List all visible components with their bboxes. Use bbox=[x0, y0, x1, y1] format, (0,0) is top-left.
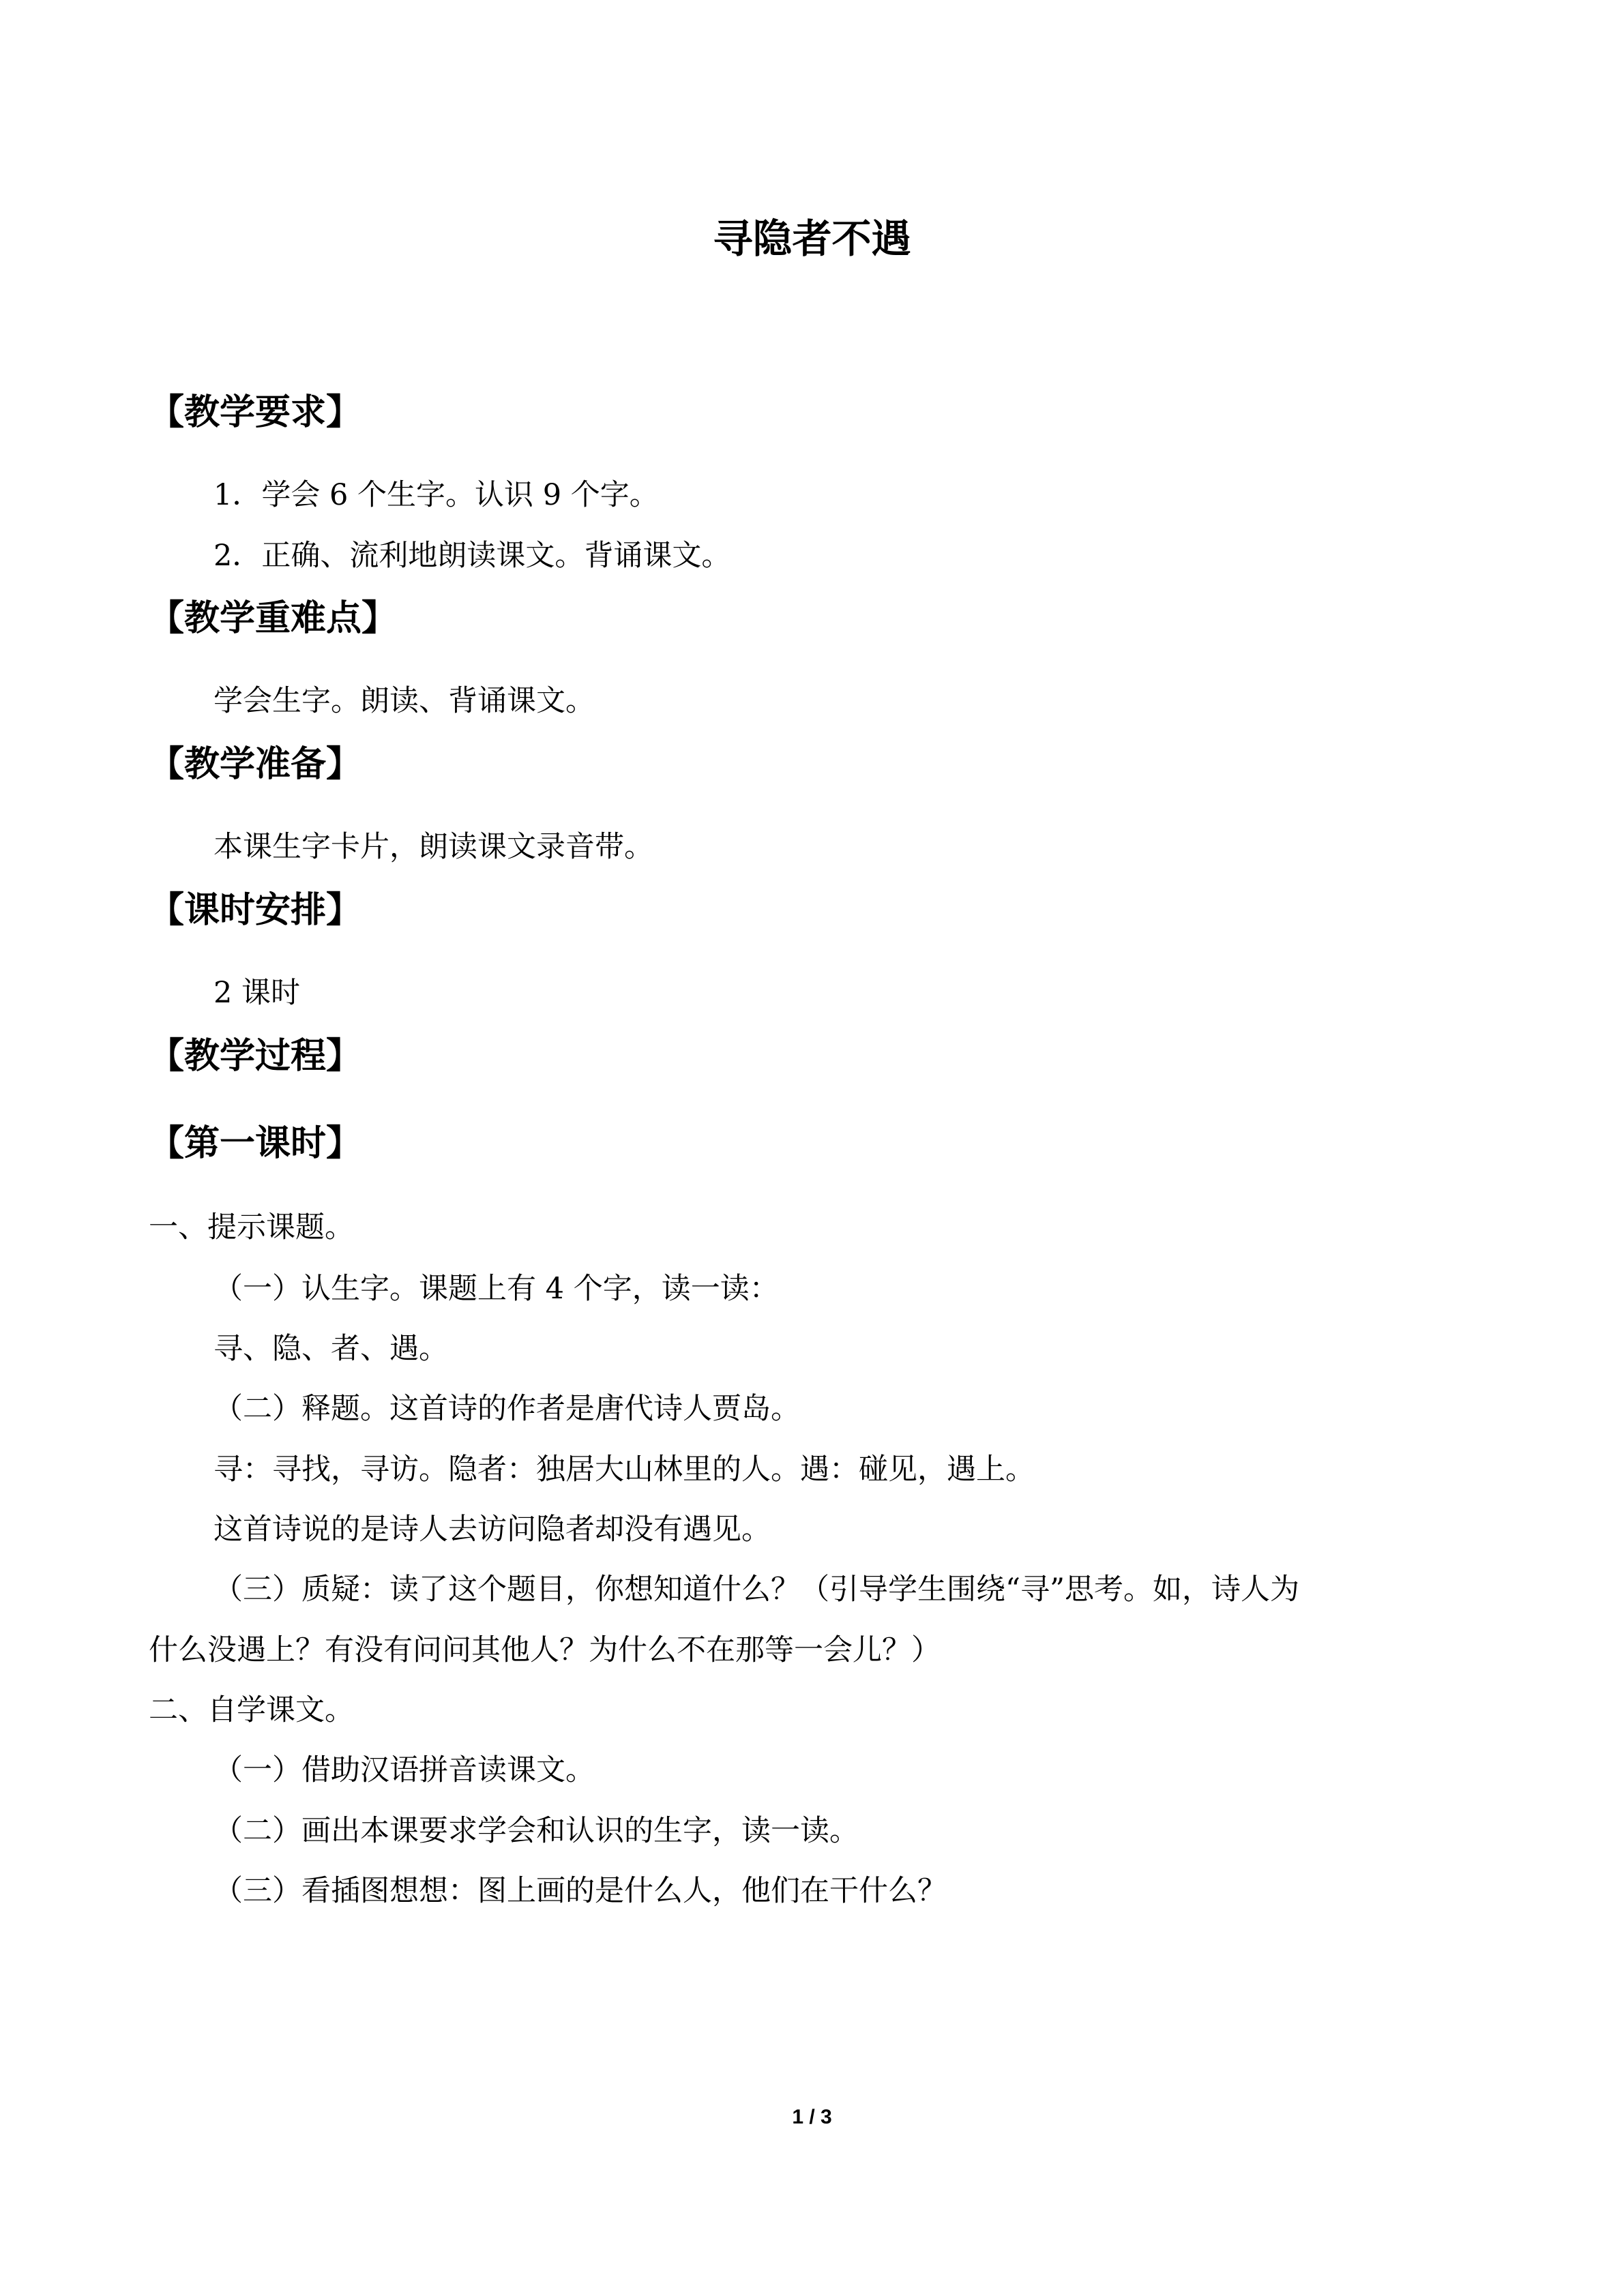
lesson-line-11: （二）画出本课要求学会和认识的生字，读一读。 bbox=[213, 1814, 859, 1848]
lesson-line-3: 寻、隐、者、遇。 bbox=[213, 1332, 448, 1366]
lesson-line-2: （一）认生字。课题上有 4 个字，读一读： bbox=[213, 1272, 779, 1306]
lesson-line-4: （二）释题。这首诗的作者是唐代诗人贾岛。 bbox=[213, 1392, 800, 1426]
heading-key-points: 【教学重难点】 bbox=[149, 598, 398, 639]
page-title: 寻隐者不遇 bbox=[713, 215, 911, 262]
lesson-line-7: （三）质疑：读了这个题目，你想知道什么？（引导学生围绕“寻”思考。如，诗人为 bbox=[213, 1572, 1299, 1607]
heading-teaching-requirements: 【教学要求】 bbox=[149, 392, 362, 433]
page-number: 1 / 3 bbox=[792, 2106, 832, 2128]
heading-first-lesson: 【第一课时】 bbox=[149, 1123, 362, 1164]
heading-teaching-process: 【教学过程】 bbox=[149, 1036, 362, 1077]
requirement-item-1: 1．学会 6 个生字。认识 9 个字。 bbox=[213, 478, 659, 512]
lesson-line-10: （一）借助汉语拼音读课文。 bbox=[213, 1753, 595, 1787]
lesson-line-6: 这首诗说的是诗人去访问隐者却没有遇见。 bbox=[213, 1512, 771, 1547]
lesson-line-12: （三）看插图想想：图上画的是什么人，他们在干什么？ bbox=[213, 1874, 947, 1908]
lesson-line-1: 一、提示课题。 bbox=[149, 1210, 354, 1244]
heading-schedule: 【课时安排】 bbox=[149, 890, 362, 931]
preparation-text: 本课生字卡片，朗读课文录音带。 bbox=[213, 830, 653, 864]
requirement-item-2: 2．正确、流利地朗读课文。背诵课文。 bbox=[213, 539, 731, 573]
lesson-line-5: 寻：寻找，寻访。隐者：独居大山林里的人。遇：碰见，遇上。 bbox=[213, 1452, 1035, 1487]
heading-preparation: 【教学准备】 bbox=[149, 744, 362, 785]
key-points-text: 学会生字。朗读、背诵课文。 bbox=[213, 684, 595, 718]
lesson-line-9: 二、自学课文。 bbox=[149, 1693, 354, 1727]
schedule-text: 2 课时 bbox=[213, 976, 301, 1010]
lesson-line-8: 什么没遇上？有没有问问其他人？为什么不在那等一会儿？） bbox=[149, 1633, 941, 1667]
